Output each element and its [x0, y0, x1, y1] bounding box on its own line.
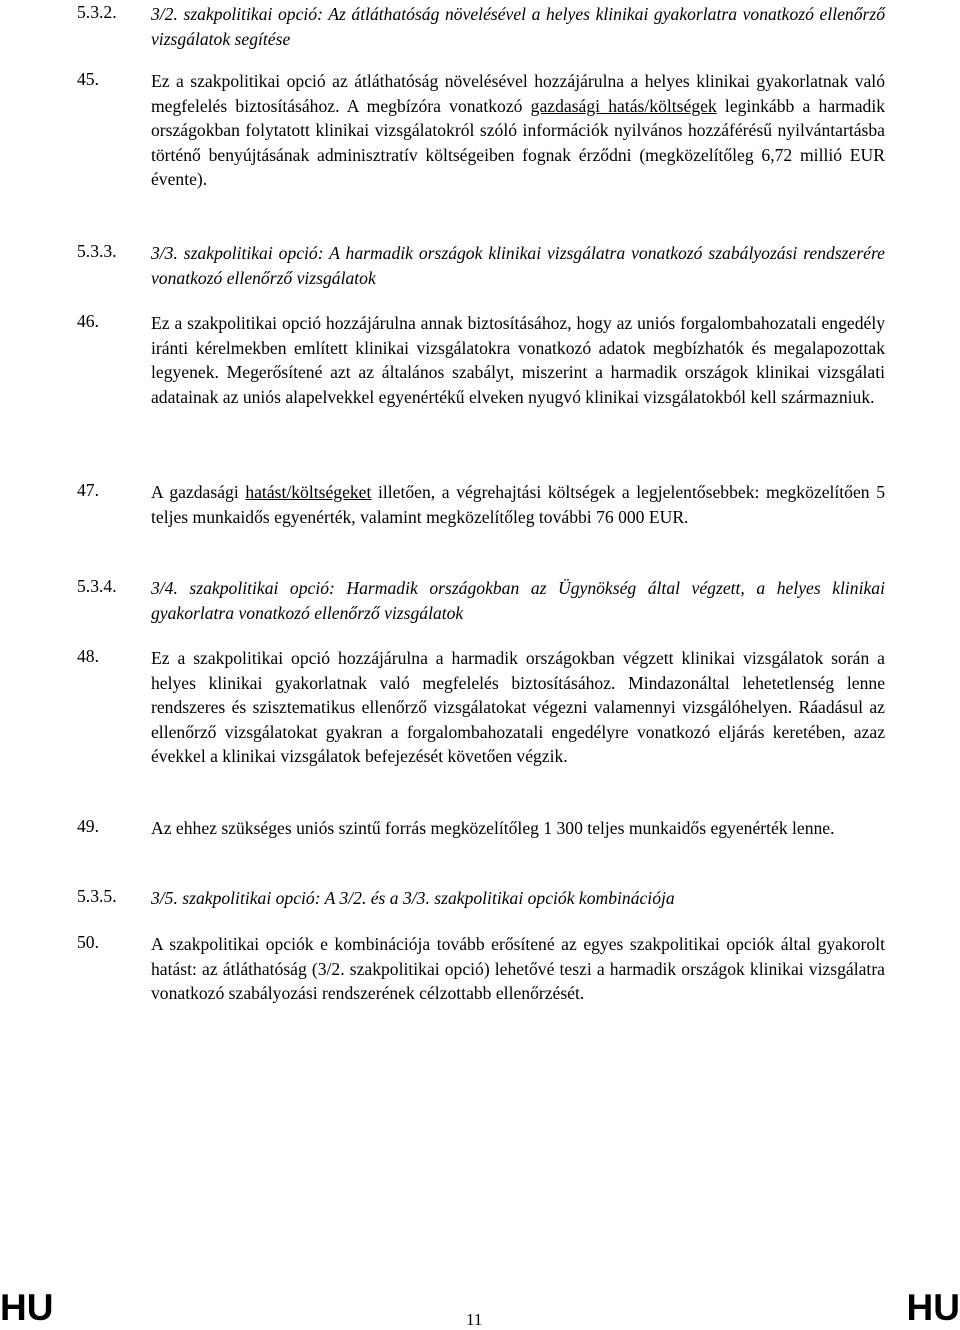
paragraph-47	[77, 480, 885, 529]
section-5-3-4	[77, 576, 885, 625]
section-title: 3/4. szakpolitikai opció: Harmadik országokban az Ügynökség által végzett, a helyes klinikai gyakorlatra vonatkozó ellenőrző vizsgálatok	[151, 578, 885, 623]
paragraph-text: Az ehhez szükséges uniós szintű forrás megközelítőleg 1 300 teljes munkaidős egyenérték lenne.	[151, 818, 835, 838]
paragraph-45	[77, 69, 885, 192]
paragraph-text: Ez a szakpolitikai opció az átláthatóság növelésével hozzájárulna a helyes klinikai gyakorlatnak való megfelelés biztosításához. A megbízóra vonatkozó gazdasági hatás/költségek leginkább a harmadik országokban folytatott klinikai vizsgálatokról szóló információk nyilvános hozzáférésű nyilvántartásba történő benyújtásának adminisztratív költségeiben fognak érződni (megközelítőleg 6,72 millió EUR évente).	[151, 71, 886, 190]
paragraph-number: 48.	[77, 646, 99, 666]
section-title: 3/5. szakpolitikai opció: A 3/2. és a 3/3. szakpolitikai opciók kombinációja	[151, 888, 675, 908]
underlined-term: gazdasági hatás/költségek	[530, 95, 717, 116]
paragraph-49	[77, 816, 885, 841]
section-title: 3/2. szakpolitikai opció: Az átláthatóság növelésével a helyes klinikai gyakorlatra vonatkozó ellenőrző vizsgálatok segítése	[151, 4, 885, 49]
page-number: 11	[466, 1310, 483, 1329]
paragraph-number: 47.	[77, 480, 99, 500]
section-5-3-5	[77, 886, 885, 911]
underlined-term: hatást/költségeket	[245, 482, 372, 502]
paragraph-48	[77, 646, 885, 769]
paragraph-50	[77, 932, 885, 1006]
footer-language-left: HU	[0, 1287, 54, 1328]
paragraph-number: 49.	[77, 816, 99, 836]
section-5-3-2	[77, 2, 885, 51]
paragraph-text: Ez a szakpolitikai opció hozzájárulna a harmadik országokban végzett klinikai vizsgálatok során a helyes klinikai gyakorlatnak való megfelelés biztosításához. Mindazonáltal lehetetlenség lenne rendszeres és szisztematikus ellenőrző vizsgálatokat végezni valamennyi vizsgálóhelyen. Ráadásul az ellenőrző vizsgálatokat gyakran a forgalombahozatali engedélyre vonatkozó eljárás keretében, azaz évekkel a klinikai vizsgálatok befejezését követően végzik.	[151, 648, 885, 767]
paragraph-text: Ez a szakpolitikai opció hozzájárulna annak biztosításához, hogy az uniós forgalombahozatali engedély iránti kérelmekben említett klinikai vizsgálatokra vonatkozó adatok megbízhatók és megalapozottak legyenek. Megerősítené azt az általános szabályt, miszerint a harmadik országok klinikai vizsgálati adatainak az uniós alapelvekkel egyenértékű elveken nyugvó klinikai vizsgálatokból kell származniuk.	[151, 313, 885, 407]
paragraph-number: 46.	[77, 311, 99, 331]
paragraph-46	[77, 311, 885, 409]
section-number: 5.3.4.	[77, 576, 117, 596]
section-number: 5.3.5.	[77, 886, 117, 906]
paragraph-number: 45.	[77, 69, 99, 89]
footer-language-right: HU	[906, 1287, 960, 1328]
paragraph-text: A szakpolitikai opciók e kombinációja tovább erősítené az egyes szakpolitikai opciók által gyakorolt hatást: az átláthatóság (3/2. szakpolitikai opció) lehetővé teszi a harmadik országok klinikai vizsgálatra vonatkozó szabályozási rendszerének célzottabb ellenőrzését.	[151, 934, 885, 1004]
section-number: 5.3.2.	[77, 2, 117, 22]
section-5-3-3	[77, 241, 885, 290]
section-number: 5.3.3.	[77, 241, 117, 261]
paragraph-number: 50.	[77, 932, 99, 952]
paragraph-text: A gazdasági hatást/költségeket illetően, a végrehajtási költségek a legjelentősebbek: megközelítően 5 teljes munkaidős egyenérték, valamint megközelítőleg további 76 000 EUR.	[151, 482, 885, 527]
section-title: 3/3. szakpolitikai opció: A harmadik országok klinikai vizsgálatra vonatkozó szabályozási rendszerére vonatkozó ellenőrző vizsgálatok	[151, 243, 885, 288]
